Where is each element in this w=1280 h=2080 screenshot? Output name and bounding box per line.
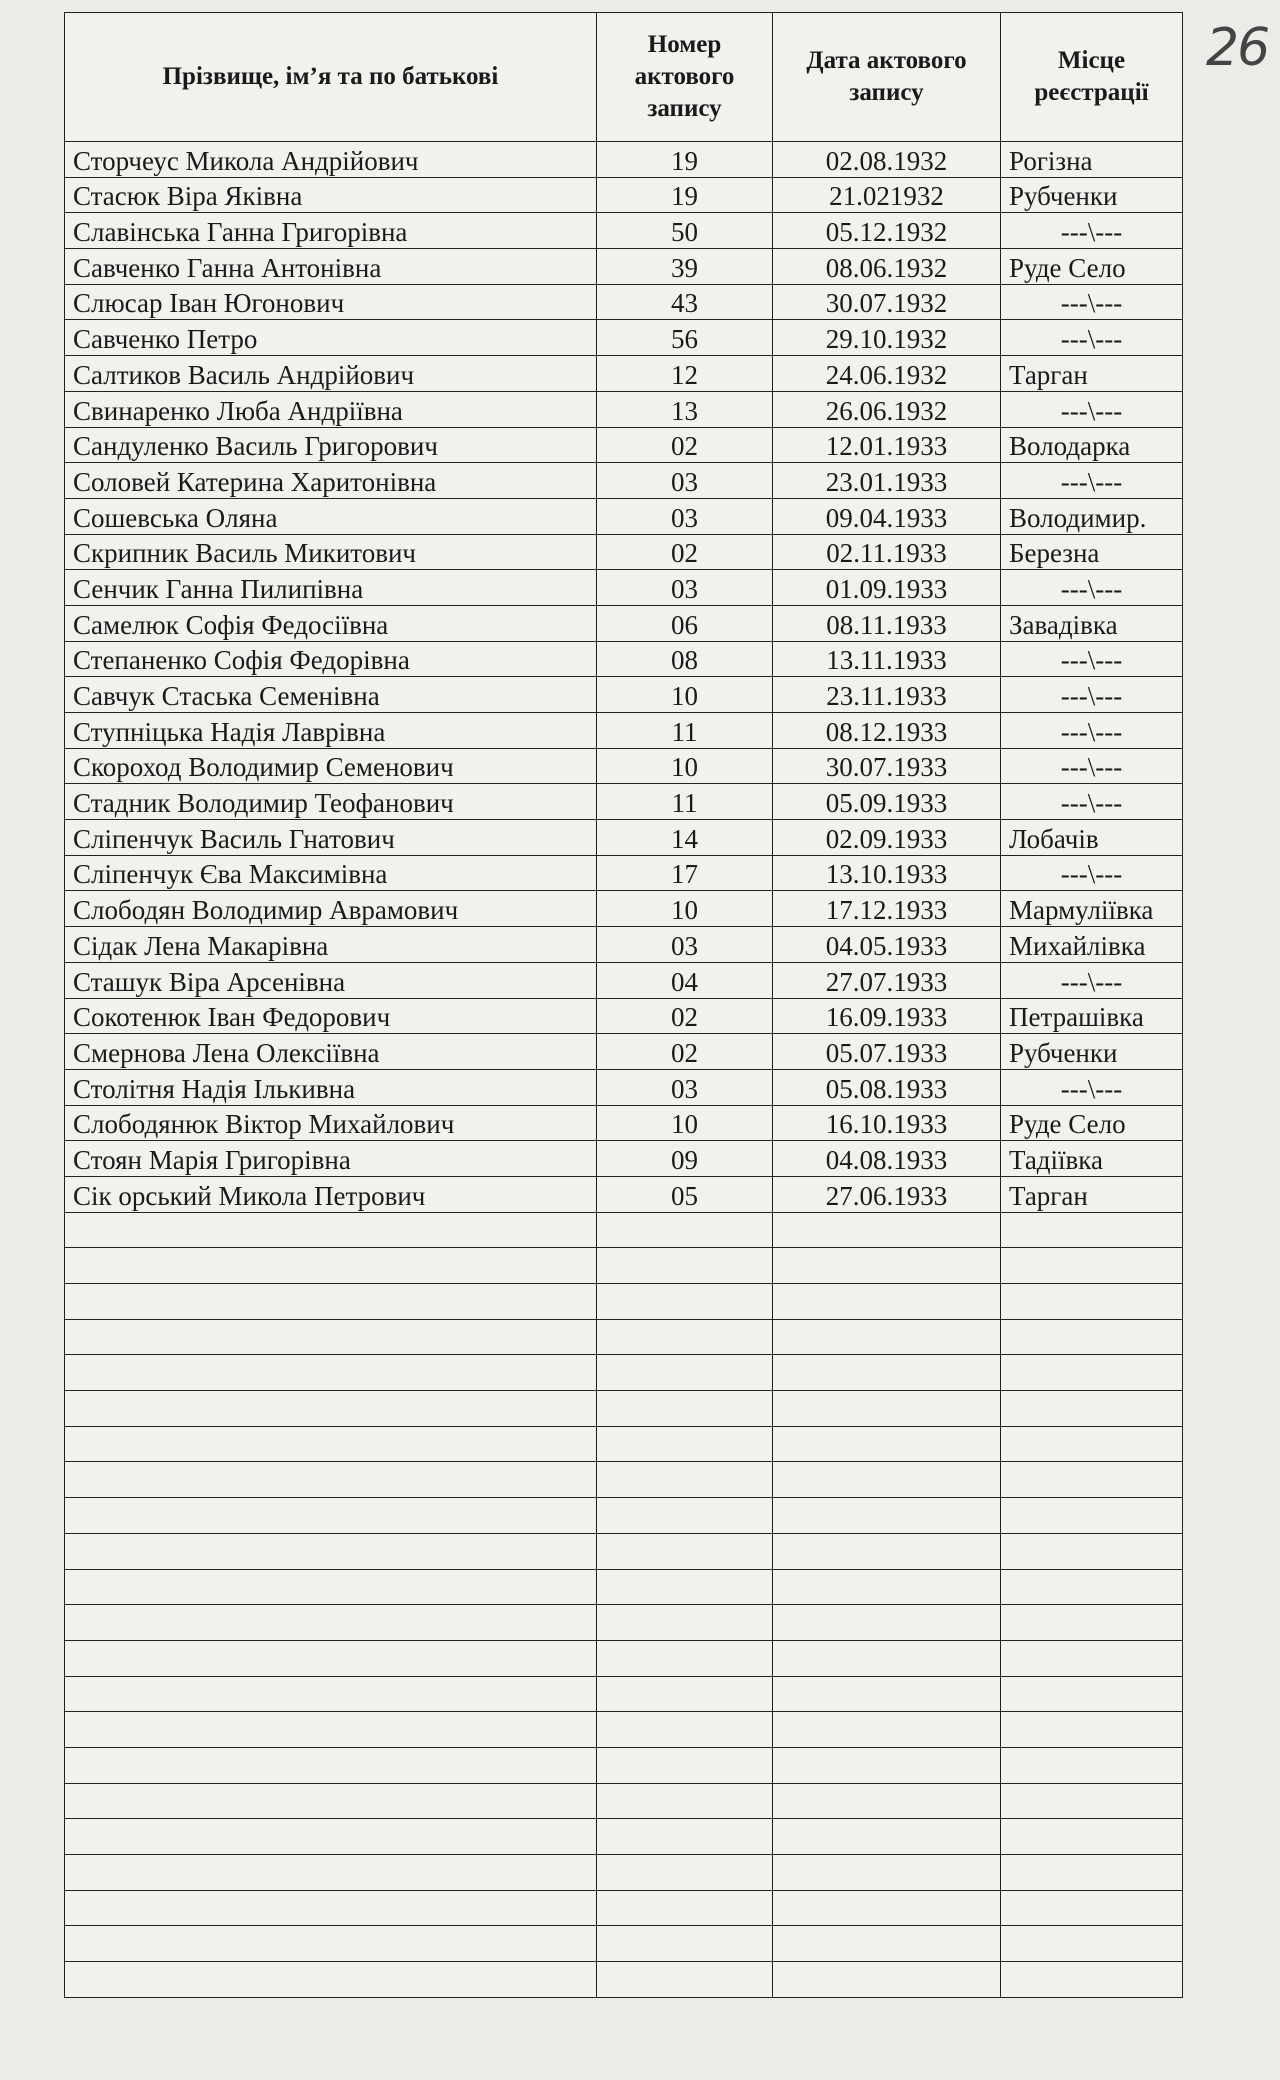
cell-registration-place: ---\--- [1001,855,1183,891]
empty-cell [597,1926,773,1962]
cell-record-number: 06 [597,605,773,641]
cell-record-number: 10 [597,891,773,927]
empty-cell [65,1319,597,1355]
empty-table-row [65,1676,1183,1712]
cell-name: Скороход Володимир Семенович [65,748,597,784]
empty-cell [597,1319,773,1355]
cell-registration-place: ---\--- [1001,1069,1183,1105]
empty-cell [597,1248,773,1284]
empty-cell [773,1962,1001,1998]
cell-registration-place: Руде Село [1001,1105,1183,1141]
cell-record-date: 08.06.1932 [773,249,1001,285]
empty-cell [65,1605,597,1641]
empty-cell [597,1747,773,1783]
cell-record-date: 23.11.1933 [773,677,1001,713]
cell-name: Салтиков Василь Андрійович [65,356,597,392]
empty-cell [773,1640,1001,1676]
cell-record-number: 02 [597,534,773,570]
empty-cell [597,1533,773,1569]
empty-cell [1001,1819,1183,1855]
cell-name: Стадник Володимир Теофанович [65,784,597,820]
cell-record-number: 10 [597,677,773,713]
cell-name: Сандуленко Василь Григорович [65,427,597,463]
cell-registration-place: ---\--- [1001,284,1183,320]
empty-table-row [65,1498,1183,1534]
cell-record-number: 03 [597,463,773,499]
empty-cell [1001,1533,1183,1569]
cell-registration-place: Березна [1001,534,1183,570]
cell-name: Степаненко Софія Федорівна [65,641,597,677]
empty-cell [597,1391,773,1427]
empty-cell [773,1783,1001,1819]
empty-cell [65,1355,597,1391]
empty-table-row [65,1855,1183,1891]
cell-record-date: 02.08.1932 [773,142,1001,178]
empty-cell [773,1248,1001,1284]
empty-table-row [65,1212,1183,1248]
cell-record-date: 05.09.1933 [773,784,1001,820]
cell-record-number: 03 [597,927,773,963]
cell-record-number: 05 [597,1176,773,1212]
cell-registration-place: Володарка [1001,427,1183,463]
cell-record-number: 13 [597,391,773,427]
cell-name: Смернова Лена Олексіївна [65,1034,597,1070]
table-row [65,249,1183,285]
table-row [65,820,1183,856]
empty-cell [597,1783,773,1819]
empty-table-row [65,1783,1183,1819]
empty-table-row [65,1640,1183,1676]
table-row [65,713,1183,749]
table-body [65,142,1183,1998]
empty-cell [597,1426,773,1462]
cell-record-number: 11 [597,784,773,820]
table-row [65,1069,1183,1105]
cell-record-number: 09 [597,1141,773,1177]
empty-cell [1001,1712,1183,1748]
cell-record-date: 05.08.1933 [773,1069,1001,1105]
table-row [65,427,1183,463]
cell-registration-place: Лобачів [1001,820,1183,856]
empty-cell [1001,1498,1183,1534]
empty-cell [65,1783,597,1819]
cell-name: Свинаренко Люба Андріївна [65,391,597,427]
cell-name: Сліпенчук Василь Гнатович [65,820,597,856]
cell-record-number: 50 [597,213,773,249]
cell-record-date: 27.07.1933 [773,962,1001,998]
cell-record-date: 30.07.1933 [773,748,1001,784]
table-row [65,1141,1183,1177]
handwritten-page-number: 26 [1206,18,1269,78]
cell-registration-place: Рогізна [1001,142,1183,178]
empty-cell [65,1569,597,1605]
cell-record-date: 13.10.1933 [773,855,1001,891]
cell-name: Слюсар Іван Югонович [65,284,597,320]
empty-cell [1001,1926,1183,1962]
empty-cell [773,1319,1001,1355]
empty-table-row [65,1426,1183,1462]
empty-cell [597,1962,773,1998]
table-row [65,534,1183,570]
empty-cell [1001,1319,1183,1355]
cell-record-date: 17.12.1933 [773,891,1001,927]
empty-cell [597,1855,773,1891]
table-row [65,784,1183,820]
cell-name: Савчук Стаська Семенівна [65,677,597,713]
empty-cell [773,1284,1001,1320]
empty-table-row [65,1890,1183,1926]
empty-cell [65,1712,597,1748]
empty-cell [773,1212,1001,1248]
table-row [65,391,1183,427]
cell-registration-place: Михайлівка [1001,927,1183,963]
empty-cell [1001,1355,1183,1391]
empty-cell [1001,1426,1183,1462]
empty-cell [1001,1391,1183,1427]
empty-table-row [65,1605,1183,1641]
cell-record-number: 03 [597,498,773,534]
table-row [65,855,1183,891]
empty-cell [1001,1462,1183,1498]
cell-record-number: 04 [597,962,773,998]
empty-cell [65,1640,597,1676]
cell-record-number: 10 [597,1105,773,1141]
cell-record-date: 01.09.1933 [773,570,1001,606]
empty-cell [65,1284,597,1320]
empty-cell [773,1926,1001,1962]
cell-name: Сенчик Ганна Пилипівна [65,570,597,606]
cell-record-number: 19 [597,142,773,178]
empty-cell [65,1533,597,1569]
cell-registration-place: Руде Село [1001,249,1183,285]
table-row [65,998,1183,1034]
header-record-date: Дата актового запису [773,13,1001,142]
empty-cell [65,1890,597,1926]
cell-registration-place: ---\--- [1001,748,1183,784]
cell-record-number: 12 [597,356,773,392]
cell-registration-place: ---\--- [1001,713,1183,749]
empty-cell [65,1676,597,1712]
cell-name: Соловей Катерина Харитонівна [65,463,597,499]
cell-record-date: 05.12.1932 [773,213,1001,249]
cell-registration-place: Петрашівка [1001,998,1183,1034]
table-row [65,498,1183,534]
empty-cell [597,1890,773,1926]
empty-cell [65,1819,597,1855]
empty-cell [1001,1747,1183,1783]
table-row [65,142,1183,178]
cell-name: Стоян Марія Григорівна [65,1141,597,1177]
cell-registration-place: Завадівка [1001,605,1183,641]
empty-cell [65,1426,597,1462]
empty-cell [597,1462,773,1498]
empty-cell [1001,1783,1183,1819]
empty-table-row [65,1962,1183,1998]
empty-cell [773,1605,1001,1641]
cell-registration-place: Рубченки [1001,1034,1183,1070]
empty-table-row [65,1712,1183,1748]
empty-cell [773,1890,1001,1926]
table-row [65,605,1183,641]
cell-record-date: 24.06.1932 [773,356,1001,392]
empty-table-row [65,1569,1183,1605]
cell-record-date: 27.06.1933 [773,1176,1001,1212]
empty-table-row [65,1391,1183,1427]
cell-record-number: 02 [597,998,773,1034]
cell-registration-place: ---\--- [1001,641,1183,677]
table-row [65,927,1183,963]
empty-cell [1001,1248,1183,1284]
cell-record-date: 21.021932 [773,177,1001,213]
table-row [65,677,1183,713]
cell-registration-place: Мармуліївка [1001,891,1183,927]
table-row [65,570,1183,606]
cell-record-number: 14 [597,820,773,856]
empty-cell [773,1391,1001,1427]
cell-record-date: 08.11.1933 [773,605,1001,641]
cell-registration-place: ---\--- [1001,962,1183,998]
cell-record-number: 10 [597,748,773,784]
empty-cell [1001,1605,1183,1641]
table-row [65,1105,1183,1141]
table-row [65,320,1183,356]
header-registration-place: Місце реєстрації [1001,13,1183,142]
cell-registration-place: Тадіївка [1001,1141,1183,1177]
cell-name: Савченко Петро [65,320,597,356]
cell-record-date: 04.05.1933 [773,927,1001,963]
empty-cell [1001,1855,1183,1891]
cell-registration-place: ---\--- [1001,463,1183,499]
table-row [65,177,1183,213]
table-row [65,641,1183,677]
cell-name: Стасюк Віра Яківна [65,177,597,213]
cell-record-number: 56 [597,320,773,356]
header-record-number: Номер актового запису [597,13,773,142]
empty-cell [1001,1890,1183,1926]
cell-name: Сташук Віра Арсенівна [65,962,597,998]
empty-cell [65,1498,597,1534]
empty-table-row [65,1319,1183,1355]
cell-name: Сокотенюк Іван Федорович [65,998,597,1034]
empty-cell [773,1462,1001,1498]
empty-cell [773,1676,1001,1712]
empty-table-row [65,1355,1183,1391]
empty-cell [65,1962,597,1998]
cell-registration-place: Володимир. [1001,498,1183,534]
registration-table [64,12,1183,1998]
table-row [65,463,1183,499]
empty-table-row [65,1248,1183,1284]
cell-name: Ступніцька Надія Лаврівна [65,713,597,749]
table-header-row [65,13,1183,142]
cell-name: Сік орський Микола Петрович [65,1176,597,1212]
cell-record-date: 30.07.1932 [773,284,1001,320]
cell-record-date: 23.01.1933 [773,463,1001,499]
empty-cell [1001,1212,1183,1248]
cell-record-number: 02 [597,1034,773,1070]
cell-record-date: 16.10.1933 [773,1105,1001,1141]
cell-name: Скрипник Василь Микитович [65,534,597,570]
empty-table-row [65,1284,1183,1320]
cell-name: Славінська Ганна Григорівна [65,213,597,249]
table-row [65,1176,1183,1212]
table-row [65,213,1183,249]
empty-cell [597,1819,773,1855]
cell-record-date: 09.04.1933 [773,498,1001,534]
table-row [65,962,1183,998]
cell-registration-place: Тарган [1001,1176,1183,1212]
cell-registration-place: ---\--- [1001,570,1183,606]
empty-cell [773,1712,1001,1748]
table-row [65,356,1183,392]
empty-table-row [65,1819,1183,1855]
cell-record-number: 39 [597,249,773,285]
empty-table-row [65,1747,1183,1783]
cell-record-number: 03 [597,570,773,606]
cell-record-number: 02 [597,427,773,463]
empty-cell [1001,1640,1183,1676]
cell-name: Сліпенчук Єва Максимівна [65,855,597,891]
header-name: Прізвище, ім’я та по батькові [65,13,597,142]
cell-registration-place: ---\--- [1001,213,1183,249]
cell-registration-place: Рубченки [1001,177,1183,213]
empty-cell [65,1462,597,1498]
empty-cell [65,1212,597,1248]
empty-cell [773,1426,1001,1462]
cell-name: Сторчеус Микола Андрійович [65,142,597,178]
empty-cell [773,1819,1001,1855]
cell-record-date: 08.12.1933 [773,713,1001,749]
cell-record-number: 11 [597,713,773,749]
cell-record-date: 04.08.1933 [773,1141,1001,1177]
cell-record-date: 05.07.1933 [773,1034,1001,1070]
cell-registration-place: ---\--- [1001,784,1183,820]
cell-name: Савченко Ганна Антонівна [65,249,597,285]
cell-name: Самелюк Софія Федосіївна [65,605,597,641]
cell-registration-place: ---\--- [1001,391,1183,427]
empty-cell [1001,1284,1183,1320]
empty-cell [597,1605,773,1641]
cell-registration-place: ---\--- [1001,677,1183,713]
empty-cell [773,1569,1001,1605]
empty-cell [1001,1676,1183,1712]
empty-cell [773,1855,1001,1891]
cell-record-number: 19 [597,177,773,213]
cell-record-date: 02.09.1933 [773,820,1001,856]
empty-cell [1001,1962,1183,1998]
cell-record-date: 12.01.1933 [773,427,1001,463]
cell-registration-place: ---\--- [1001,320,1183,356]
cell-record-date: 26.06.1932 [773,391,1001,427]
empty-cell [65,1747,597,1783]
empty-cell [597,1640,773,1676]
empty-cell [773,1355,1001,1391]
cell-record-date: 29.10.1932 [773,320,1001,356]
cell-name: Столітня Надія Ількивна [65,1069,597,1105]
cell-record-number: 08 [597,641,773,677]
empty-cell [597,1569,773,1605]
cell-record-number: 17 [597,855,773,891]
empty-cell [65,1855,597,1891]
table-row [65,1034,1183,1070]
cell-record-number: 03 [597,1069,773,1105]
empty-cell [597,1355,773,1391]
cell-record-date: 02.11.1933 [773,534,1001,570]
empty-cell [65,1391,597,1427]
cell-registration-place: Тарган [1001,356,1183,392]
empty-cell [65,1248,597,1284]
cell-name: Слободян Володимир Аврамович [65,891,597,927]
empty-cell [597,1676,773,1712]
empty-cell [597,1284,773,1320]
table-row [65,891,1183,927]
cell-record-number: 43 [597,284,773,320]
cell-name: Сідак Лена Макарівна [65,927,597,963]
empty-cell [597,1212,773,1248]
empty-table-row [65,1462,1183,1498]
empty-table-row [65,1926,1183,1962]
empty-table-row [65,1533,1183,1569]
table-row [65,284,1183,320]
empty-cell [773,1533,1001,1569]
empty-cell [597,1498,773,1534]
cell-record-date: 16.09.1933 [773,998,1001,1034]
empty-cell [65,1926,597,1962]
cell-record-date: 13.11.1933 [773,641,1001,677]
cell-name: Слободянюк Віктор Михайлович [65,1105,597,1141]
cell-name: Сошевська Оляна [65,498,597,534]
empty-cell [1001,1569,1183,1605]
table-row [65,748,1183,784]
empty-cell [773,1747,1001,1783]
empty-cell [597,1712,773,1748]
empty-cell [773,1498,1001,1534]
